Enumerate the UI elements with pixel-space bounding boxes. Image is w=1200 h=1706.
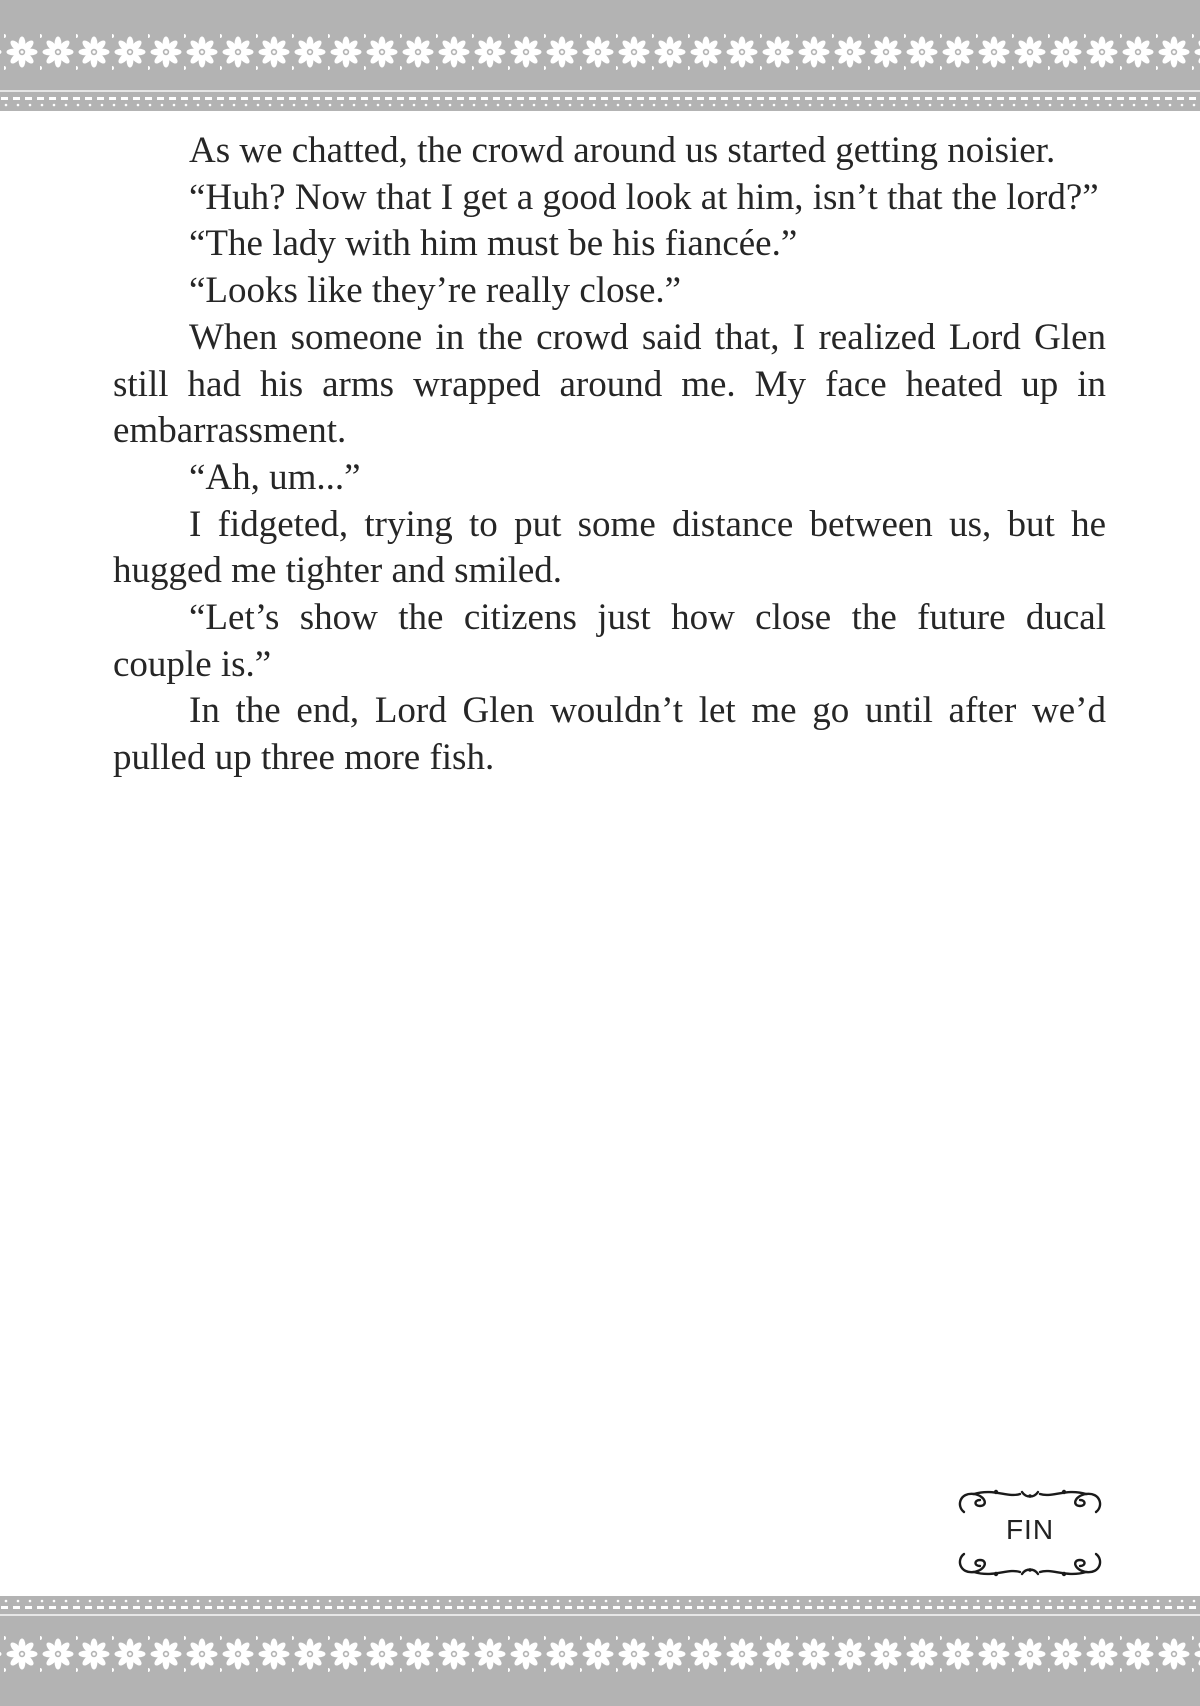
- body-text: [113, 128, 1106, 782]
- fin-label: FIN: [1005, 1514, 1055, 1545]
- top-lace-border: [0, 0, 1200, 115]
- paragraph: “The lady with him must be his fiancée.”: [189, 223, 798, 265]
- paragraph: “Let’s show the citizens just how close the future ducal couple is.”: [113, 597, 1106, 685]
- paragraph: “Ah, um...”: [189, 456, 361, 498]
- paragraph: “Looks like they’re really close.”: [189, 270, 682, 312]
- paragraph: As we chatted, the crowd around us started getting noisier.: [189, 130, 1056, 171]
- paragraph: When someone in the crowd said that, I realized Lord Glen still had his arms wrapped around me. My face heated up in embarrassment.: [113, 316, 1106, 452]
- paragraph: I fidgeted, trying to put some distance between us, but he hugged me tighter and smiled.: [113, 503, 1106, 592]
- paragraph: “Huh? Now that I get a good look at him, isn’t that the lord?”: [189, 176, 1099, 218]
- paragraph: In the end, Lord Glen wouldn’t let me go until after we’d pulled up three more fish.: [113, 690, 1106, 779]
- fin-end-mark: [950, 1482, 1110, 1584]
- bottom-lace-border: [0, 1592, 1200, 1706]
